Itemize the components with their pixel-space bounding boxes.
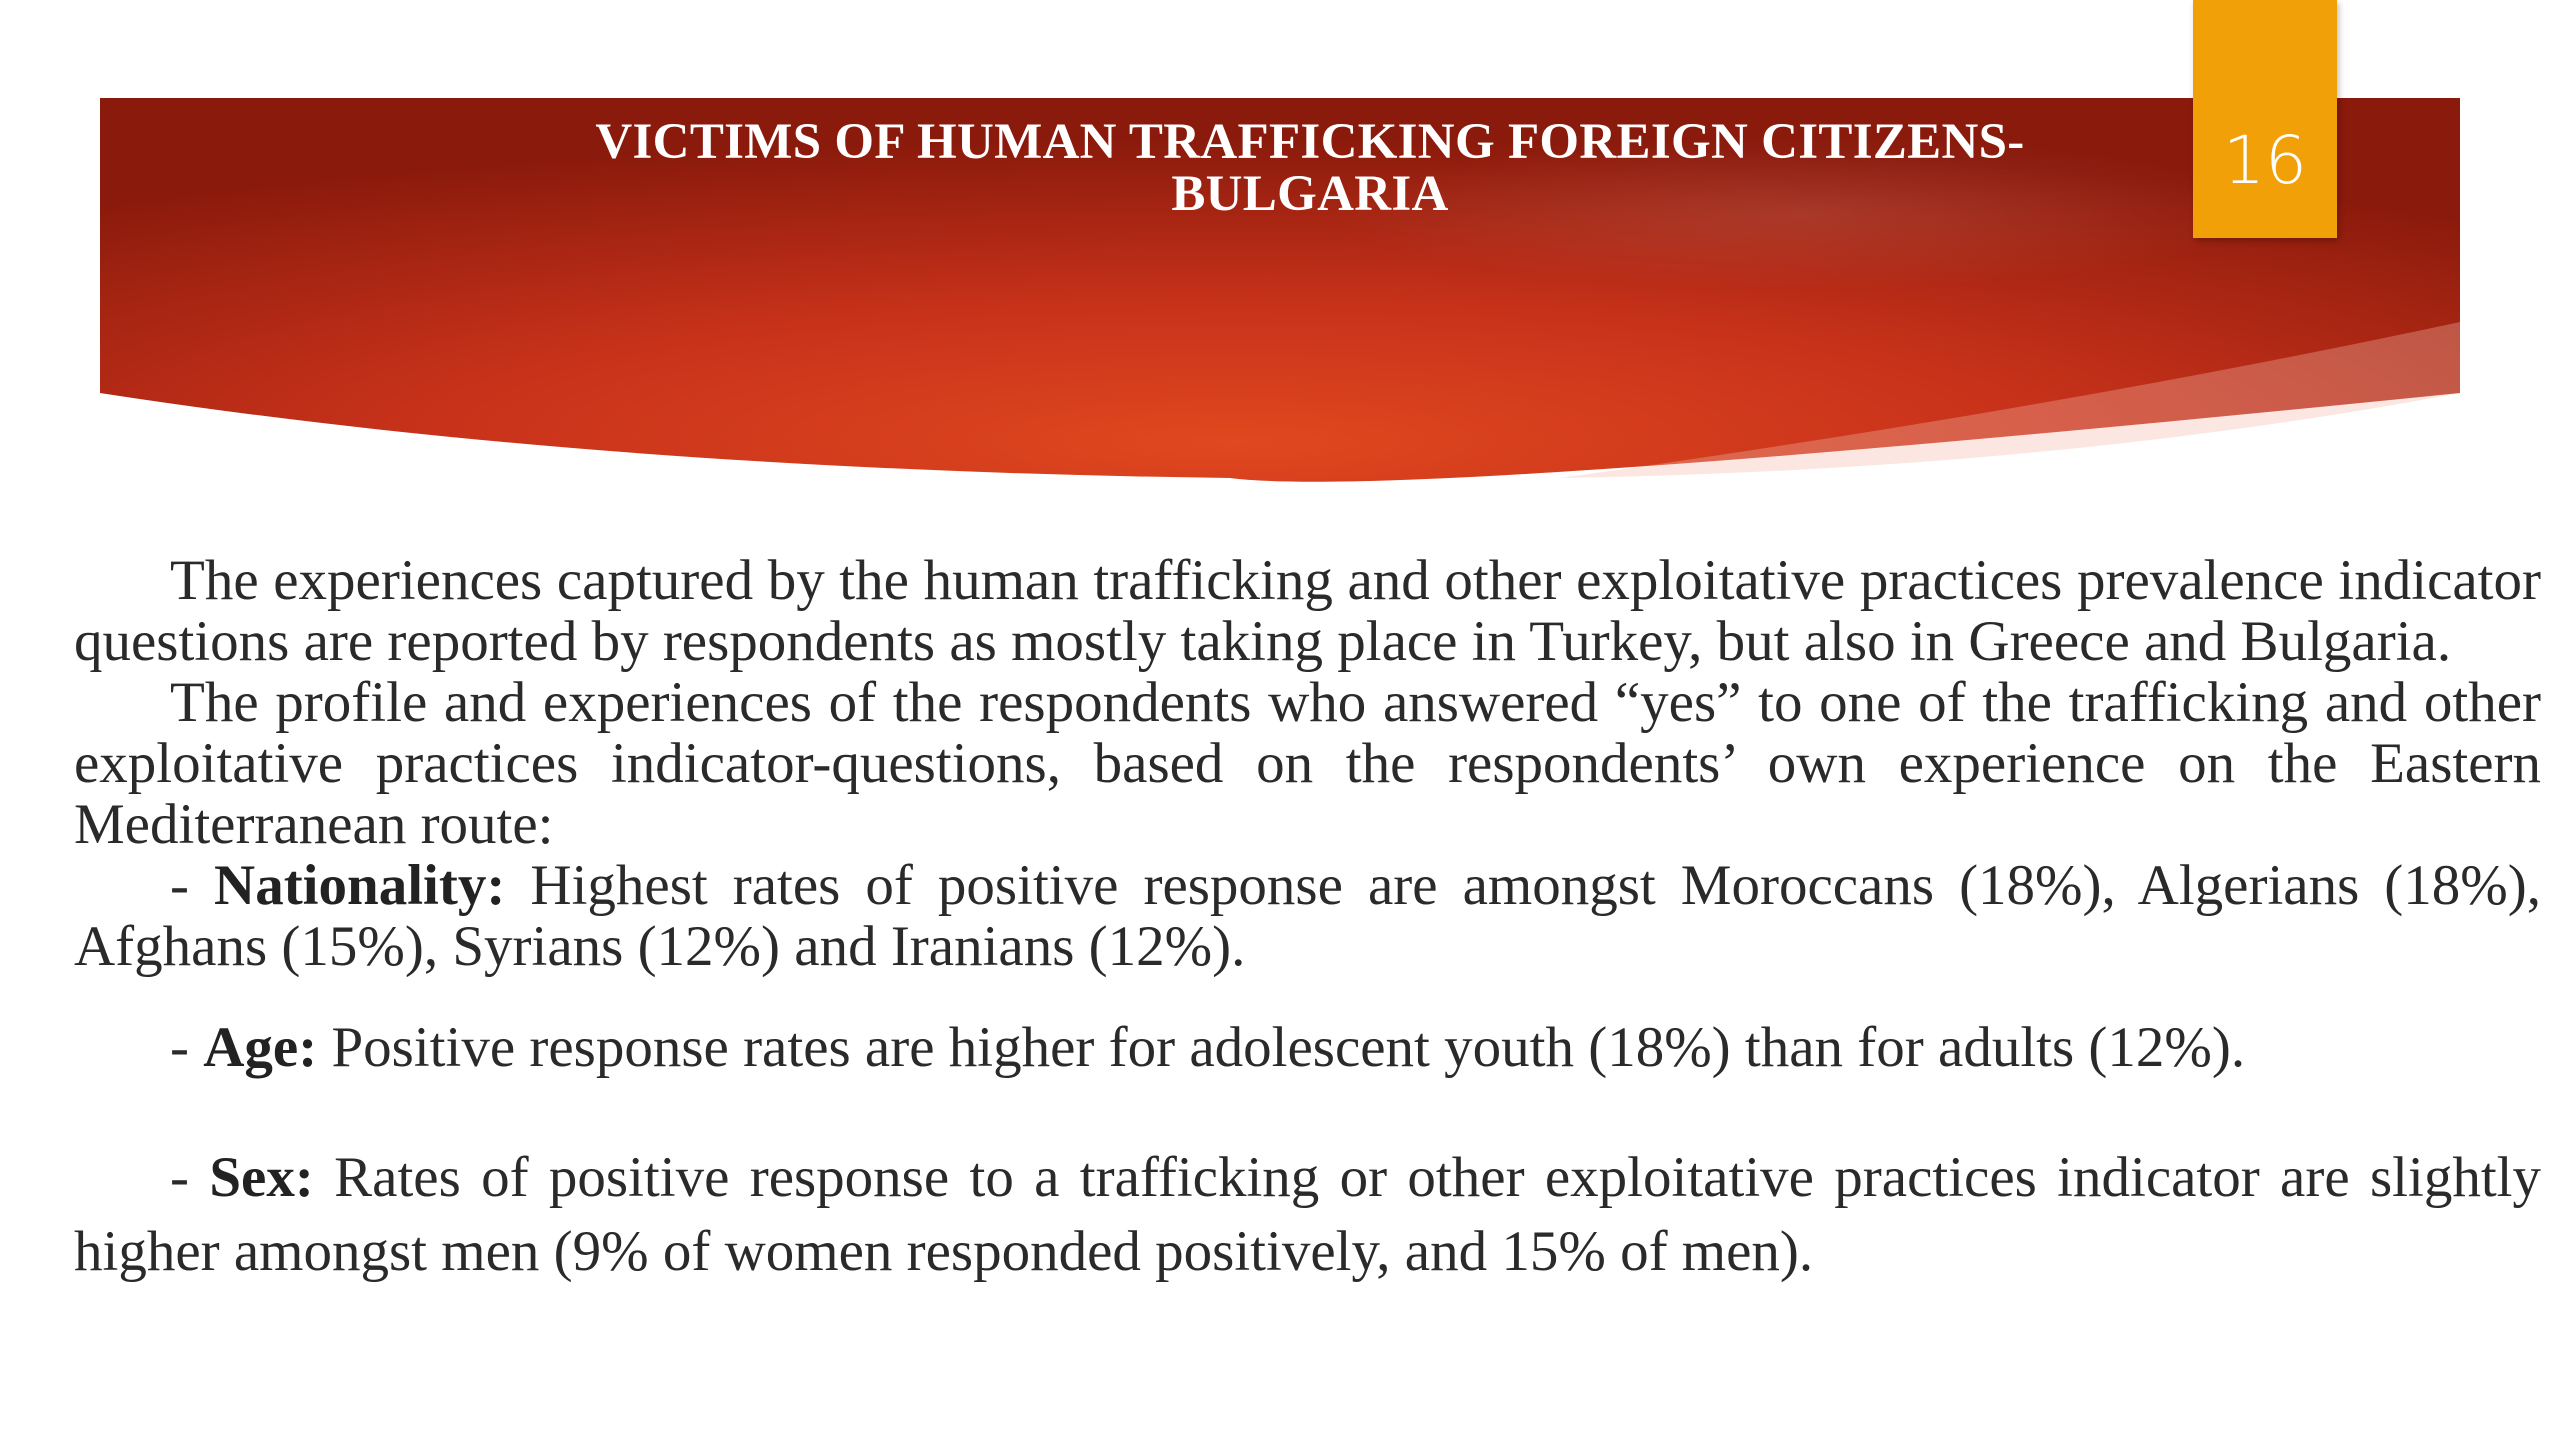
item-prefix: - xyxy=(170,1146,210,1209)
page-number-badge xyxy=(2193,0,2337,238)
intro-paragraph: The experiences captured by the human trafficking and other exploitative practices prevalence indicator questions are reported by respondents as mostly taking place in Turkey, but also in Greece and Bulgaria. xyxy=(74,549,2541,673)
sex-item xyxy=(74,1141,2541,1289)
item-prefix: - xyxy=(170,854,215,917)
slide-title: VICTIMS OF HUMAN TRAFFICKING FOREIGN CITIZENS-BULGARIA xyxy=(595,114,2025,222)
age-label: Age: xyxy=(203,1016,318,1079)
nationality-label: Nationality: xyxy=(214,854,506,917)
nationality-text: Highest rates of positive response are amongst Moroccans (18%), Algerians (18%), Afghans (15%), Syrians (12%) and Iranians (12%). xyxy=(74,854,2541,978)
page-number: 16 xyxy=(2223,122,2307,199)
sex-label: Sex: xyxy=(209,1146,314,1209)
age-item xyxy=(74,1017,2541,1078)
sex-text: Rates of positive response to a trafficking or other exploitative practices indicator are slightly higher amongst men (9% of women responded positively, and 15% of men). xyxy=(74,1146,2541,1283)
slide-body xyxy=(74,550,2541,1289)
age-text: Positive response rates are higher for adolescent youth (18%) than for adults (12%). xyxy=(317,1016,2246,1079)
nationality-item xyxy=(74,855,2541,977)
profile-paragraph: The profile and experiences of the respondents who answered “yes” to one of the trafficking and other exploitative practices indicator-questions, based on the respondents’ own experience on the Eastern Mediterranean route: xyxy=(74,671,2541,856)
item-prefix: - xyxy=(170,1016,204,1079)
header-banner xyxy=(0,0,2560,500)
